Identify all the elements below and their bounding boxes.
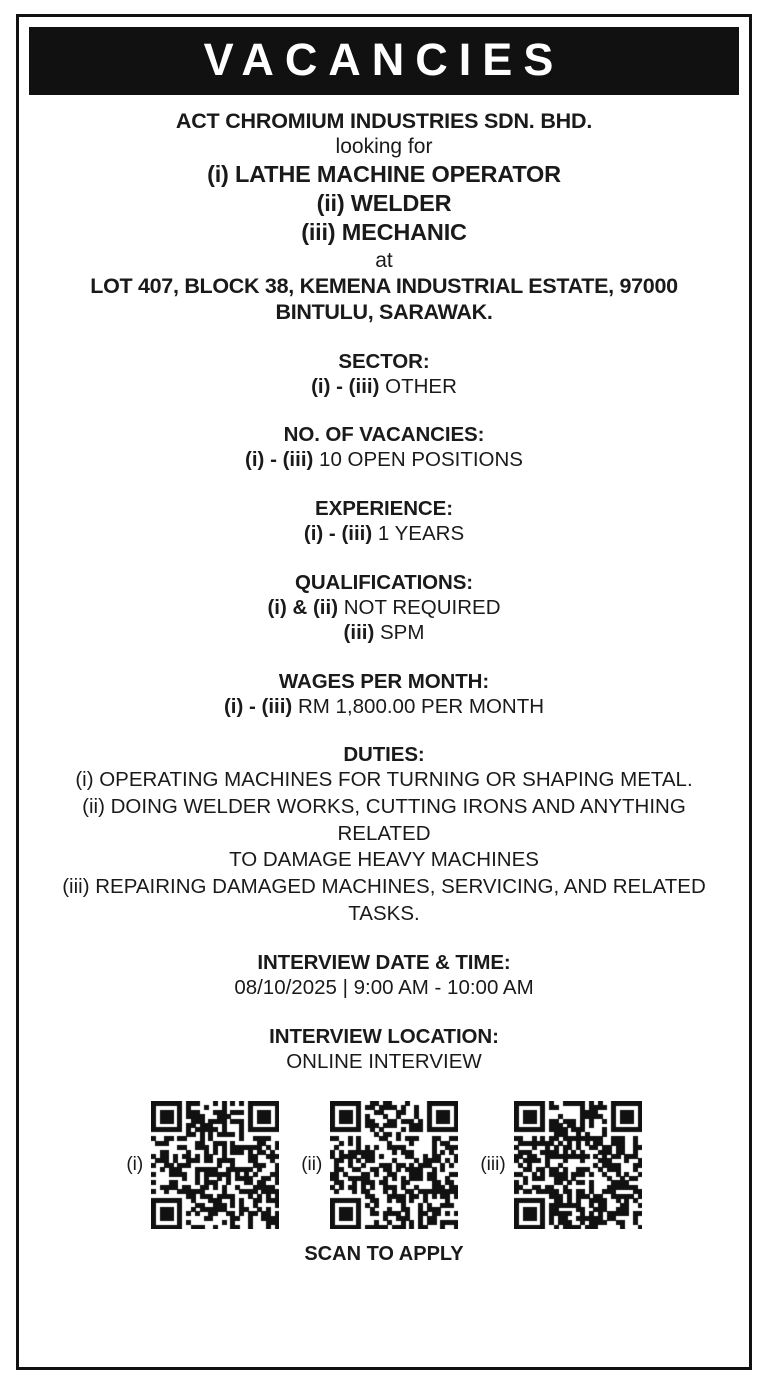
section-title: SECTOR:: [338, 349, 430, 373]
qr-code-lathe-machine-operator[interactable]: [151, 1101, 279, 1229]
section-title: NO. OF VACANCIES:: [283, 423, 485, 447]
company-name: ACT CHROMIUM INDUSTRIES SDN. BHD.: [175, 109, 593, 133]
section-line-text: NOT REQUIRED: [343, 595, 501, 619]
section-title: EXPERIENCE:: [315, 496, 453, 520]
section-no-of-vacancies: [41, 423, 727, 473]
section-experience: [41, 497, 727, 547]
company-address-line: BINTULU, SARAWAK.: [275, 300, 493, 325]
qr-code-mechanic[interactable]: [514, 1101, 642, 1229]
section-line-text: OTHER: [385, 374, 457, 398]
section-line-prefix: (i) - (iii): [311, 374, 380, 398]
scan-to-apply-label: SCAN TO APPLY: [304, 1242, 464, 1265]
section-line-prefix: (i) - (iii): [303, 521, 373, 545]
section-title: QUALIFICATIONS:: [294, 570, 474, 594]
section-line: (iii) REPAIRING DAMAGED MACHINES, SERVICING, AND RELATED TASKS.: [62, 875, 706, 925]
poster-body: [29, 95, 739, 1361]
section-line: 08/10/2025 | 9:00 AM - 10:00 AM: [234, 976, 534, 1000]
section-title: INTERVIEW DATE & TIME:: [257, 951, 511, 975]
section-interview-date-time: [41, 951, 727, 1001]
qr-code-welder[interactable]: [330, 1101, 458, 1229]
poster-frame: [16, 14, 752, 1370]
section-line-text: 1 YEARS: [377, 521, 465, 545]
section-title: WAGES PER MONTH:: [278, 669, 490, 693]
section-title: DUTIES:: [343, 743, 425, 767]
qr-code-item[interactable]: [301, 1101, 458, 1229]
section-line-prefix: (iii): [343, 621, 375, 645]
role-item: (ii) WELDER: [316, 190, 452, 216]
section-line-prefix: (i) & (ii): [267, 595, 339, 619]
section-line: [41, 374, 727, 400]
section-line: [41, 521, 727, 547]
company-address-line: LOT 407, BLOCK 38, KEMENA INDUSTRIAL ESTATE, 97000: [90, 274, 678, 298]
section-sector: [41, 350, 727, 400]
section-line: (i) OPERATING MACHINES FOR TURNING OR SHAPING METAL.: [75, 768, 693, 792]
looking-for-label: looking for: [335, 135, 433, 158]
qr-code-item[interactable]: [480, 1101, 641, 1229]
qr-code-row: [41, 1101, 727, 1229]
role-item: (iii) MECHANIC: [301, 219, 467, 245]
section-line-text: RM 1,800.00 PER MONTH: [297, 694, 545, 718]
section-line-prefix: (i) - (iii): [223, 694, 293, 718]
qr-code-label: (i): [126, 1153, 144, 1175]
section-line: ONLINE INTERVIEW: [286, 1049, 482, 1073]
section-line-prefix: (i) - (iii): [245, 448, 314, 472]
section-line: [41, 694, 727, 720]
section-line-text: 10 OPEN POSITIONS: [319, 448, 523, 472]
section-line: [41, 447, 727, 473]
section-wages-per-month: [41, 670, 727, 720]
section-line-text: SPM: [380, 621, 425, 645]
section-line: [41, 595, 727, 621]
role-item: (i) LATHE MACHINE OPERATOR: [207, 161, 561, 187]
section-duties: [41, 743, 727, 927]
section-line: TO DAMAGE HEAVY MACHINES: [229, 848, 539, 872]
qr-code-label: (ii): [301, 1153, 323, 1175]
section-qualifications: [41, 571, 727, 646]
qr-code-item[interactable]: [126, 1101, 279, 1229]
qr-code-label: (iii): [480, 1153, 506, 1175]
poster-banner-title: VACANCIES: [29, 27, 739, 95]
at-label: at: [375, 249, 393, 272]
section-line: [41, 620, 727, 646]
section-line: (ii) DOING WELDER WORKS, CUTTING IRONS AND ANYTHING RELATED: [82, 795, 686, 845]
section-interview-location: [41, 1025, 727, 1075]
section-title: INTERVIEW LOCATION:: [269, 1024, 499, 1048]
